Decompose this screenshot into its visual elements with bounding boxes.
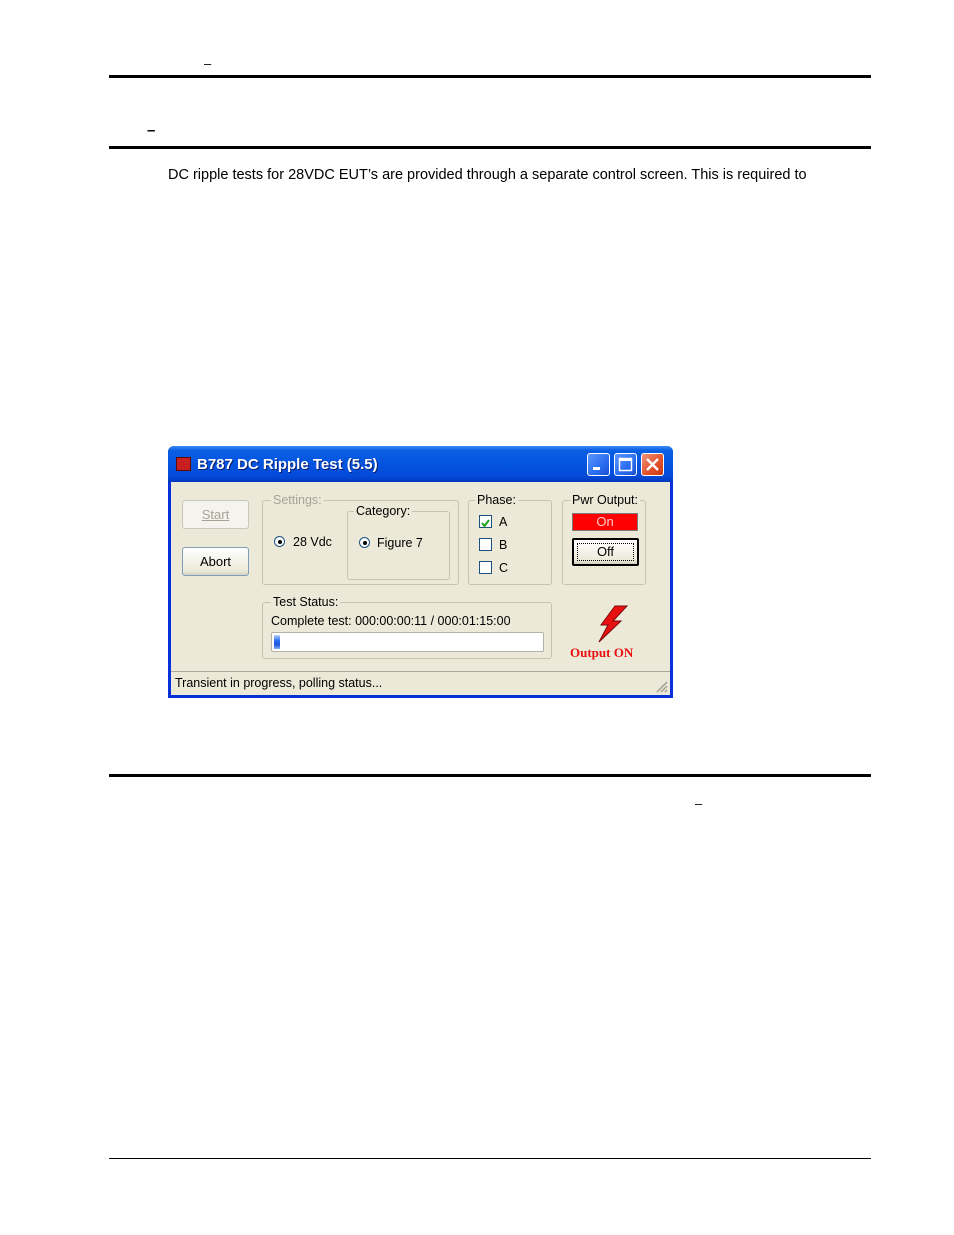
pwr-output-label: Pwr Output: <box>572 493 638 507</box>
phase-a-label: A <box>499 515 508 529</box>
voltage-label: 28 Vdc <box>293 535 332 549</box>
off-button[interactable] <box>572 538 639 566</box>
settings-group <box>262 493 459 585</box>
maximize-icon <box>615 454 636 475</box>
output-on-indicator: On <box>572 513 638 531</box>
phase-label: Phase: <box>477 493 516 507</box>
section-dash: – <box>147 122 156 139</box>
test-status-label: Test Status: <box>273 595 339 609</box>
title-bar[interactable] <box>168 446 673 482</box>
section-rule <box>109 146 871 149</box>
window-title: B787 DC Ripple Test (5.5) <box>197 456 378 473</box>
pwr-output-group <box>562 493 646 585</box>
test-status-group <box>262 595 552 659</box>
settings-label: Settings: <box>273 493 322 507</box>
category-option-label: Figure 7 <box>377 536 423 550</box>
phase-c-label: C <box>499 561 509 575</box>
category-radio[interactable] <box>359 537 370 548</box>
checkmark-icon <box>480 518 491 529</box>
page-bottom-rule <box>109 1158 871 1159</box>
dc-ripple-test-window <box>168 446 673 698</box>
header-rule <box>109 75 871 78</box>
category-group <box>347 504 450 580</box>
body-paragraph: DC ripple tests for 28VDC EUT’s are provided through a separate control screen. This is required to <box>168 167 807 183</box>
phase-b-label: B <box>499 538 508 552</box>
status-bar <box>171 671 670 695</box>
resize-grip-icon[interactable] <box>654 679 668 693</box>
phase-c-checkbox[interactable] <box>479 561 492 574</box>
footer-dash: – <box>695 796 703 811</box>
test-progress-bar <box>271 632 544 652</box>
voltage-radio[interactable] <box>274 536 285 547</box>
close-button[interactable] <box>641 453 664 476</box>
phase-b-checkbox[interactable] <box>479 538 492 551</box>
close-icon <box>642 454 663 475</box>
abort-button-label: Abort <box>199 554 232 569</box>
status-bar-text: Transient in progress, polling status... <box>175 676 383 690</box>
off-button-focus <box>577 543 634 561</box>
phase-group <box>468 493 552 585</box>
lightning-bolt-icon <box>595 604 631 644</box>
abort-button[interactable] <box>182 547 249 576</box>
app-icon <box>176 457 191 471</box>
off-button-label: Off <box>596 544 615 559</box>
start-button[interactable] <box>182 500 249 529</box>
minimize-button[interactable] <box>587 453 610 476</box>
output-on-label: Output ON <box>570 645 634 660</box>
category-label: Category: <box>356 504 411 518</box>
window-client-area <box>171 482 670 695</box>
test-status-text: Complete test: 000:00:00:11 / 000:01:15:00 <box>271 614 511 628</box>
lower-rule <box>109 774 871 777</box>
minimize-icon <box>588 454 609 475</box>
test-progress-fill <box>274 635 280 649</box>
phase-a-checkbox[interactable] <box>479 515 492 528</box>
start-button-label: Start <box>201 507 230 522</box>
header-dash: – <box>204 56 212 71</box>
maximize-button[interactable] <box>614 453 637 476</box>
